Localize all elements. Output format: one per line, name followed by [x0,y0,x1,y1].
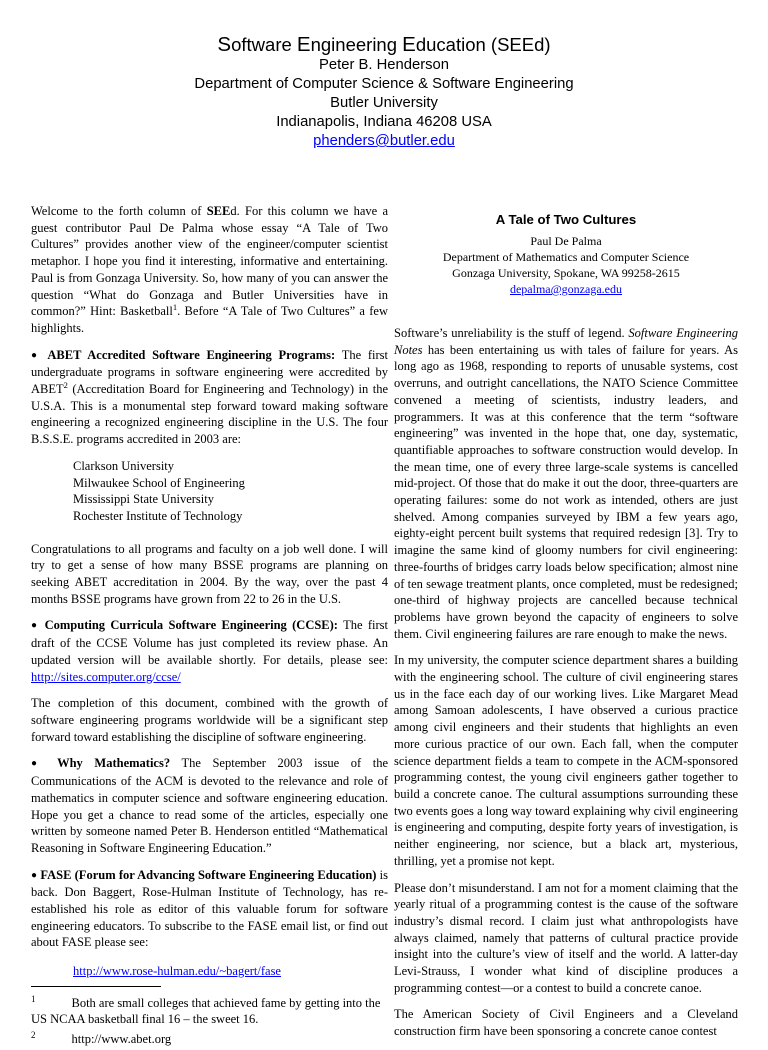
footnote-2: $^2$ http://www.abet.org [31,1029,172,1046]
bullet-icon: ● [31,620,40,632]
title-initial-e: E [296,33,311,56]
column-author: Peter B. Henderson [319,57,449,73]
intro-paragraph: Welcome to the forth column of SEEd. For this column we have a guest contributor Paul De Palma whose essay “A Tale of Two Cultures” provides another view of the engineer/computer scientist metaphor. I hope you find it interesting, informative and entertaining. Paul is from Gonzaga University. So, how many of you can answer the question “What do Gonzaga and Butler Universities have in common?” Hint: Basketball$^1$. Before “A Tale of Two Cultures” a few highlights. [31,204,388,335]
accredited-programs-list [73,458,388,525]
article-author: Paul De Palma [530,234,602,248]
list-item: Milwaukee School of Engineering [73,475,245,490]
footnote-ref-1[interactable]: 1 [172,302,178,313]
title-part: oftware [231,34,297,55]
left-column [31,203,388,1047]
article-paragraph-1: Software’s unreliability is the stuff of legend. Software Engineering Notes has been entertaining us with tales of failure for years. As long ago as 1968, responding to reports of unusable systems, cost overruns, and outright cancellations, the NATO Science Committee convened a meeting of scientists, industry leaders, and programmers. It was at this conference that the term “software engineering” was invented in the hope that, one day, systematic, quantifiable approaches to software construction would develop. In the mean time, one of every three large-scale systems is cancelled mid-project. Of those that do make it out the door, three-quarters are operating failures: some do not work as intended, others are just shelved. Among companies surveyed by IBM a few years ago, eighty-eight percent built systems that required redesign [3]. Try to imagine the same kind of gloomy numbers for civil engineering: three-fourths of bridges carry loads below specification; almost nine of ten sewage treatment plants, once completed, must be redesigned; one-third of highway projects are cancelled because technical problems have grown beyond the capacity of engineers to solve them. Civil engineering failures are rare enough to make the news. [394,326,738,641]
abet-paragraph: ● ABET Accredited Software Engineering Programs: The first undergraduate programs in software engineering were accredited by ABET$^2$ (Accreditation Board for Engineering and Technology) in the U.S.A. This is a monumental step forward toward making software engineering a recognized engineering discipline in the U.S. The four B.S.S.E. programs accredited in 2003 are: [31,347,388,447]
bullet-icon: ● [31,349,41,361]
column-header [0,34,768,151]
right-column [394,203,738,1050]
fase-paragraph: ● FASE (Forum for Advancing Software Engineering Education) is back. Don Baggert, Rose-Hulman Institute of Technology, has re-established his role as editor of this valuable forum for software engineering educators. To subscribe to the FASE email list, or find out about FASE please see: [31,867,389,950]
title-initial-e: E [402,33,416,56]
fase-link[interactable]: http://www.rose-hulman.edu/~bagert/fase [73,964,281,979]
footnote-divider [31,986,161,987]
completion-paragraph: The completion of this document, combined with the growth of software engineering programs worldwide will be a significant step forward toward establishing the discipline of software engineering. [31,696,388,744]
list-item: Rochester Institute of Technology [73,508,243,523]
title-part: ducation (SEEd) [415,34,551,55]
article-paragraph-4: The American Society of Civil Engineers and a Cleveland construction firm have been sponsoring a concrete canoe contest [394,1007,738,1039]
article-email-link[interactable]: depalma@gonzaga.edu [509,282,622,296]
bullet-icon: ● [31,869,38,881]
column-title [0,34,768,56]
congrats-paragraph: Congratulations to all programs and faculty on a job well done. I will try to get a sense of how many BSSE programs are planning on seeking ABET accreditation in 2004. By the way, over the past 4 months BSSE programs have grown from 22 to 26 in the U.S. [31,541,388,606]
article-university: Gonzaga University, Spokane, WA 99258-2615 [452,266,680,280]
math-paragraph: ● Why Mathematics? The September 2003 issue of the Communications of the ACM is devoted to the relevance and role of mathematics in computer science and software engineering education. Hope you get a chance to read some of the articles, especially one written by someone named Peter B. Henderson entitled “Mathematical Reasoning in Software Engineering Education.” [31,756,388,855]
article-paragraph-2: In my university, the computer science department shares a building with the engineering school. The culture of civil engineering stares us in the face each day of our working lives. Like Margaret Mead among Samoan adolescents, I have observed a curious practice among civil engineers and their students that highlights an even more curious practice of our own. Each fall, when the computer science department fields a team to compete in the ACM-sponsored programming contest, the young civil engineers gather together to build a concrete canoe. The cultural assumptions surrounding these two events goes a long way toward explaining why civil engineering is engineering and computing, despite forty years of investigation, is neither engineering, nor science, but a black art, mysterious, thrilling, yet a promise not kept. [394,653,738,868]
article-title: A Tale of Two Cultures [495,212,637,227]
bullet-icon: ● [31,758,46,770]
column-department: Department of Computer Science & Software Engineering [194,76,574,92]
article-paragraph-3: Please don’t misunderstand. I am not for a moment claiming that the yearly ritual of a programming contest is the cause of the software industry’s dismal record. I claim just what anthropologists have always claimed, namely that patterns of cultural practice provide insight into the culture’s view of itself and the world. A latter-day Levi-Strauss, I wonder what kind of discipline produces a programming contest—or a contest to build a concrete canoe. [394,880,738,995]
column-city: Indianapolis, Indiana 46208 USA [276,114,492,130]
footnote-ref-2[interactable]: 2 [63,379,68,390]
list-item: Mississippi State University [73,492,214,507]
list-item: Clarkson University [73,458,175,473]
column-university: Butler University [330,95,438,111]
title-initial-s: S [217,33,232,56]
ccse-link[interactable]: http://sites.computer.org/ccse/ [31,669,181,684]
article-department: Department of Mathematics and Computer Science [442,250,690,264]
ccse-paragraph: ● Computing Curricula Software Engineering (CCSE): The first draft of the CCSE Volume has just completed its review phase. An updated version will be available shortly. For details, please see: http://sites.computer.org/ccse/ [31,618,388,684]
footnote-1: $^1$ Both are small colleges that achieved fame by getting into the US NCAA basketball final 16 – the sweet 16. [31,993,381,1026]
author-email-link[interactable]: phenders@butler.edu [313,133,455,149]
title-part: ngineering [310,34,403,55]
